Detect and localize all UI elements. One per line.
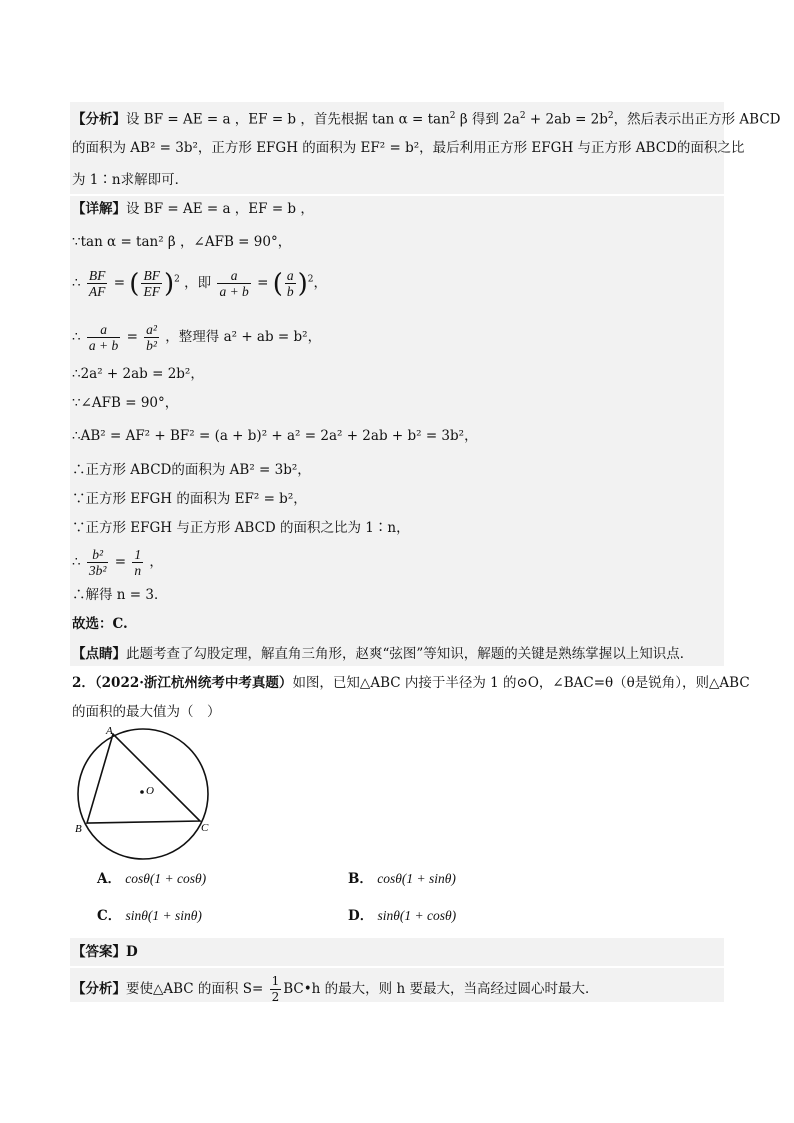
band-answer — [70, 938, 724, 966]
q2-answer-line: 【答案】D — [72, 944, 138, 960]
fraction-a2-b2: $\frac{\text{a²}}{\text{b²}}$ — [146, 322, 157, 353]
fraction-a-aplusb: $\frac{a}{a + b}$ — [219, 268, 249, 299]
fraction-1-n: $\frac{1}{n}$ — [134, 547, 142, 578]
detail-line-12: ∴解得 n = 3． — [72, 587, 168, 603]
detail-line-3: ∴ $\frac{BF}{AF}$ = ( $\frac{BF}{EF}$ )$^2$ ，即 $\frac{a}{a + b}$ = ( $\frac{a}{b}$ )$^2$， — [72, 268, 328, 299]
analysis-line-2: 的面积为 AB² = 3b²，正方形 EFGH 的面积为 EF² = b²，最后利用正方形 EFGH 与正方形 ABCD的面积之比 — [72, 140, 745, 156]
detail-line-8: ∴正方形 ABCD的面积为 AB² = 3b²， — [72, 462, 311, 478]
answer-line: 故选：C. — [72, 616, 128, 632]
detail-line-10: ∵正方形 EFGH 与正方形 ABCD 的面积之比为 1∶n， — [72, 520, 410, 536]
q2-analysis-line: 【分析】要使△ABC 的面积 S= $\frac{1}{2}$ BC•h 的最大，则 h 要最大，当高经过圆心时最大． — [72, 974, 599, 1004]
label-a: A — [106, 725, 113, 737]
choice-a[interactable]: A． cosθ(1 + cosθ) — [97, 871, 207, 887]
detail-line-1: 【详解】设 BF = AE = a ，EF = b ， — [72, 201, 314, 217]
choice-d[interactable]: D． sinθ(1 + cosθ) — [348, 908, 457, 924]
fraction-a-b: $\frac{a}{b}$ — [286, 268, 294, 299]
detail-line-9: ∵正方形 EFGH 的面积为 EF² = b²， — [72, 491, 307, 507]
q2-stem-line-2: 的面积的最大值为（ ） — [72, 704, 221, 720]
detail-line-2: ∵tan α = tan² β ，∠AFB = 90°， — [72, 234, 292, 250]
analysis-line-3: 为 1∶n求解即可． — [72, 172, 189, 188]
label-o: O — [146, 785, 154, 797]
fraction-a-aplusb-2: $\frac{a}{a + b}$ — [88, 322, 119, 353]
fraction-b2-3b2: $\frac{\text{b²}}{\text{3b²}}$ — [88, 547, 107, 578]
circle-triangle-figure — [70, 724, 230, 864]
fraction-bf-ef: $\frac{BF}{EF}$ — [143, 268, 160, 299]
detail-line-11: ∴ $\frac{\text{b²}}{\text{3b²}}$ = $\frac{1}{n}$ ， — [72, 547, 163, 578]
choice-b[interactable]: B． cosθ(1 + sinθ) — [348, 871, 456, 887]
detail-line-6: ∵∠AFB = 90°， — [72, 395, 179, 411]
fraction-bf-af: $\frac{BF}{AF}$ — [88, 268, 106, 299]
detail-line-5: ∴2a² + 2ab = 2b²， — [72, 366, 204, 382]
q2-stem-line-1: 2．（2022·浙江杭州统考中考真题）如图，已知△ABC 内接于半径为 1 的⊙O，∠BAC=θ（θ是锐角），则△ABC — [72, 675, 750, 691]
analysis-line-1: 【分析】设 BF = AE = a ，EF = b ，首先根据 $\tan \alpha = \tan^2 \beta$ 得到 $2a^2 + 2ab = 2b^2$，然后表示出正方形 ABCD — [72, 111, 781, 128]
detail-line-7: ∴AB² = AF² + BF² = (a + b)² + a² = 2a² + 2ab + b² = 3b²， — [72, 428, 478, 444]
label-b: B — [75, 823, 82, 835]
detail-line-4: ∴ $\frac{a}{a + b}$ = $\frac{\text{a²}}{\text{b²}}$ ，整理得 a² + ab = b²， — [72, 322, 322, 353]
label-c: C — [201, 822, 209, 834]
choice-c[interactable]: C． sinθ(1 + sinθ) — [97, 908, 202, 924]
comment-line: 【点睛】此题考查了勾股定理，解直角三角形，赵爽“弦图”等知识，解题的关键是熟练掌握以上知识点． — [72, 646, 694, 662]
fraction-half: $\frac{1}{2}$ — [271, 974, 280, 1004]
